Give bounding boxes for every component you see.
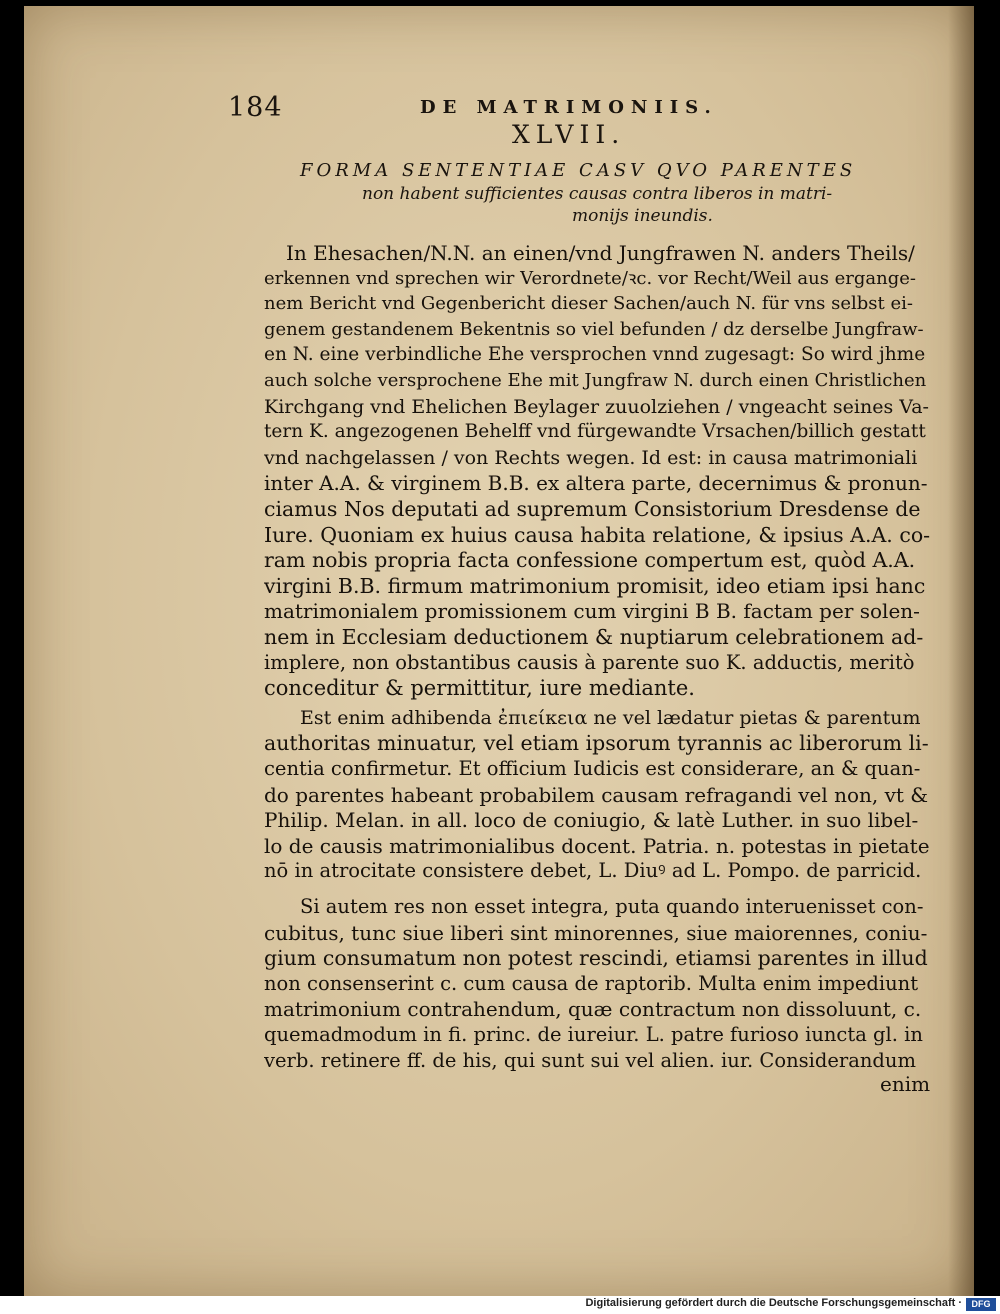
body-line: Si autem res non esset integra, puta quando interuenisset con- (300, 895, 924, 918)
page-edge-shadow (948, 6, 974, 1296)
body-line: lo de causis matrimonialibus docent. Patria. n. potestas in pietate (264, 833, 930, 858)
body-line: conceditur & permittitur, iure mediante. (264, 676, 695, 701)
body-line: Est enim adhibenda ἐπιείκεια ne vel lædatur pietas & parentum (300, 706, 921, 729)
running-head: DE MATRIMONIIS. (420, 97, 718, 118)
body-line: inter A.A. & virginem B.B. ex altera parte, decernimus & pronun- (264, 471, 928, 496)
body-line: genem gestandenem Bekentnis so viel befunden / dz derselbe Jungfraw- (264, 318, 924, 340)
body-line: ciamus Nos deputati ad supremum Consistorium Dresdense de (264, 497, 921, 521)
body-line: en N. eine verbindliche Ehe versprochen vnnd zugesagt: So wird jhme (264, 344, 926, 366)
chapter-title-line-2: non habent sufficientes causas contra liberos in matri- (362, 184, 833, 204)
body-line: In Ehesachen/N.N. an einen/vnd Jungfrawen N. anders Theils/ (286, 241, 915, 265)
body-line: authoritas minuatur, vel etiam ipsorum tyrannis ac liberorum li- (264, 731, 929, 756)
body-line: cubitus, tunc siue liberi sint minorennes, siue maiorennes, coniu- (264, 920, 928, 945)
page-number: 184 (228, 92, 283, 123)
catchword: enim (880, 1072, 931, 1096)
body-line: do parentes habeant probabilem causam refragandi vel non, vt & (264, 782, 929, 807)
body-line: gium consumatum non potest rescindi, etiamsi parentes in illud (264, 946, 928, 971)
body-line: vnd nachgelassen / von Rechts wegen. Id est: in causa matrimoniali (264, 446, 918, 469)
chapter-title-line-3: monijs ineundis. (572, 206, 713, 226)
section-number: XLVII. (512, 120, 626, 149)
body-line: nem in Ecclesiam deductionem & nuptiarum celebrationem ad- (264, 625, 924, 649)
body-line: verb. retinere ff. de his, qui sunt sui vel alien. iur. Considerandum (264, 1048, 916, 1072)
body-line: matrimonialem promissionem cum virgini B B. factam per solen- (264, 599, 920, 624)
body-line: virgini B.B. firmum matrimonium promisit, ideo etiam ipsi hanc (264, 573, 926, 598)
body-line: Philip. Melan. in all. loco de coniugio, & latè Luther. in suo libel- (264, 808, 919, 833)
body-line: nō in atrocitate consistere debet, L. Diuꝰ ad L. Pompo. de parricid. (264, 859, 922, 883)
body-line: centia confirmetur. Et officium Iudicis est considerare, an & quan- (264, 757, 921, 780)
body-line: implere, non obstantibus causis à parente suo K. adductis, meritò (264, 650, 915, 674)
body-line: tern K. angezogenen Behelff vnd fürgewandte Vrsachen/billich gestatt (264, 421, 926, 443)
body-line: matrimonium contrahendum, quæ contractum non dissoluunt, c. (264, 997, 922, 1022)
funding-notice: Digitalisierung gefördert durch die Deutsche Forschungsgemeinschaft · (585, 1297, 962, 1309)
body-line: nem Bericht vnd Gegenbericht dieser Sachen/auch N. für vns selbst ei- (264, 293, 913, 315)
body-line: ram nobis propria facta confessione compertum est, quòd A.A. (264, 548, 916, 573)
body-line: Iure. Quoniam ex huius causa habita relatione, & ipsius A.A. co- (264, 522, 930, 547)
body-line: Kirchgang vnd Ehelichen Beylager zuuolziehen / vngeacht seines Va- (264, 395, 929, 418)
body-line: quemadmodum in fi. princ. de iureiur. L. patre furioso iuncta gl. in (264, 1023, 923, 1046)
chapter-title-line-1: FORMA SENTENTIAE CASV QVO PARENTES (300, 160, 857, 181)
body-line: erkennen vnd sprechen wir Verordnete/ꝛc. vor Recht/Weil aus ergange- (264, 267, 917, 289)
body-line: auch solche versprochene Ehe mit Jungfraw N. durch einen Christlichen (264, 370, 927, 391)
dfg-logo: DFG (966, 1298, 996, 1311)
body-line: non consenserint c. cum causa de raptorib. Multa enim impediunt (264, 971, 919, 995)
